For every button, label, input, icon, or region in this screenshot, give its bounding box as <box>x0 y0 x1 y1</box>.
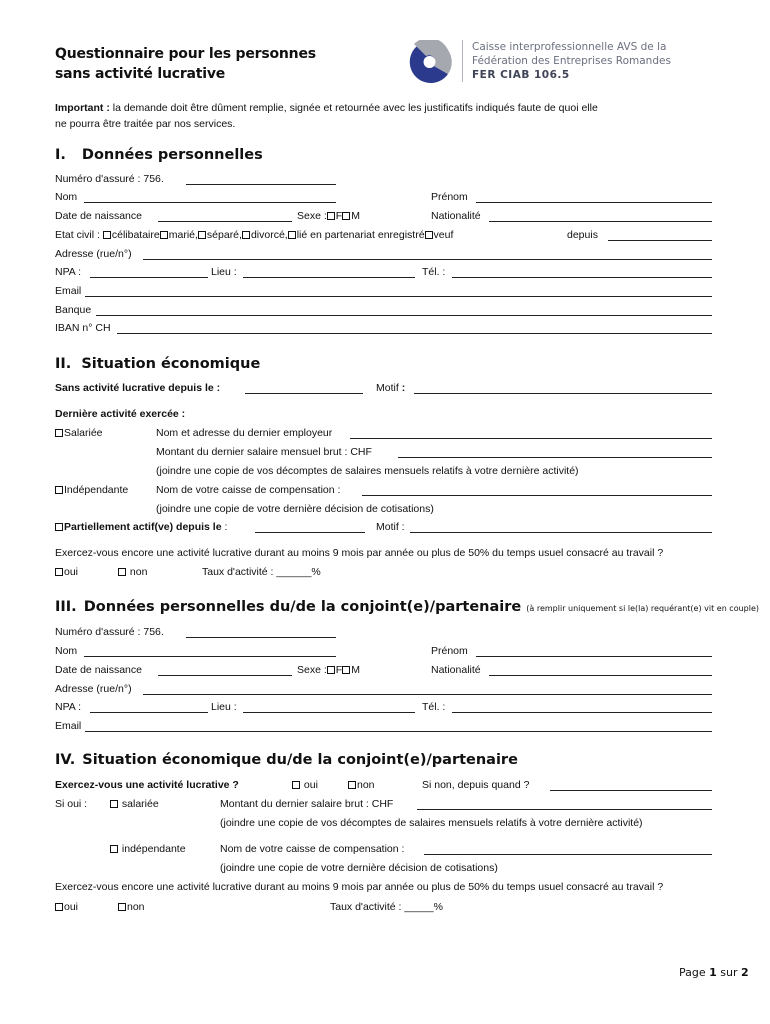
org-line-1: Caisse interprofessionnelle AVS de la <box>472 41 667 53</box>
s1-sexe-m-label: M <box>351 210 360 222</box>
s2-employeur-label: Nom et adresse du dernier employeur <box>156 427 333 439</box>
s2-employeur-field[interactable] <box>350 438 712 439</box>
form-title <box>55 44 316 84</box>
s4-taux: Taux d'activité : _____% <box>330 901 443 913</box>
s2-motif-colon: : <box>401 382 406 394</box>
s2-partiel-checkbox[interactable] <box>55 523 63 531</box>
important-label: Important : <box>55 102 110 114</box>
page-current: 1 <box>709 966 717 979</box>
s3-email-label: Email <box>55 720 82 732</box>
s2-independante-label: Indépendante <box>64 484 129 496</box>
s3-numero-label: Numéro d'assuré : 756. <box>55 626 164 638</box>
logo-divider <box>462 40 463 82</box>
s2-oui-label: oui <box>64 566 79 578</box>
s2-taux: Taux d'activité : ______% <box>202 566 321 578</box>
s1-numero-field[interactable] <box>186 184 336 185</box>
s4-oui2-checkbox[interactable] <box>55 903 63 911</box>
s4-oui1 <box>292 779 318 791</box>
s1-email-label: Email <box>55 285 82 297</box>
s2-caisse-field[interactable] <box>362 495 712 496</box>
s1-marie-checkbox[interactable] <box>160 231 168 239</box>
s1-marie-label: marié, <box>168 229 198 241</box>
s4-oui1-checkbox[interactable] <box>292 781 300 789</box>
s2-motif <box>376 382 405 394</box>
section-1-number: I. <box>55 147 66 163</box>
s2-salariee-label: Salariée <box>64 427 103 439</box>
s2-sans-depuis-field[interactable] <box>245 393 363 394</box>
s4-question2: Exercez-vous encore une activité lucrative durant au moins 9 mois par année ou plus de 50% du temps usuel consacré au travail ? <box>55 881 664 893</box>
s2-partiel-label: Partiellement actif(ve) depuis le <box>64 521 222 533</box>
s4-joindre-decomptes: (joindre une copie de vos décomptes de salaires mensuels relatifs à votre dernière activité) <box>220 817 643 829</box>
s1-adresse-label: Adresse (rue/n°) <box>55 248 132 260</box>
s3-numero-field[interactable] <box>186 637 336 638</box>
s3-tel-field[interactable] <box>452 712 712 713</box>
s4-non2 <box>118 901 145 913</box>
s1-sexe-label: Sexe : <box>297 210 327 222</box>
s3-nationalite-field[interactable] <box>489 675 712 676</box>
section-4-number: IV. <box>55 752 76 768</box>
section-2-number: II. <box>55 356 72 372</box>
page-number <box>679 966 749 979</box>
s2-joindre-decomptes: (joindre une copie de vos décomptes de salaires mensuels relatifs à votre dernière activité) <box>156 465 579 477</box>
s3-tel-label: Tél. : <box>422 701 446 713</box>
s1-numero-label: Numéro d'assuré : 756. <box>55 173 164 185</box>
s4-si-non-field[interactable] <box>550 790 712 791</box>
s4-caisse-label: Nom de votre caisse de compensation : <box>220 843 405 855</box>
section-3-heading <box>55 599 759 615</box>
s1-npa-field[interactable] <box>90 277 208 278</box>
title-line-1: Questionnaire pour les personnes <box>55 46 316 62</box>
s1-nationalite-label: Nationalité <box>431 210 481 222</box>
org-line-3: FER CIAB 106.5 <box>472 69 570 81</box>
s2-partiel-field[interactable] <box>255 532 365 533</box>
s1-divorce-label: divorcé, <box>250 229 288 241</box>
s2-montant-field[interactable] <box>398 457 712 458</box>
s2-derniere-label: Dernière activité exercée : <box>55 408 186 420</box>
s4-joindre-decision: (joindre une copie de votre dernière décision de cotisations) <box>220 862 498 874</box>
s1-lieu-field[interactable] <box>243 277 415 278</box>
s1-banque-field[interactable] <box>96 315 712 316</box>
s1-depuis-label: depuis <box>567 229 598 241</box>
s1-partenariat-checkbox[interactable] <box>288 231 296 239</box>
s3-sexe-f-checkbox[interactable] <box>327 666 335 674</box>
s1-celibataire-checkbox[interactable] <box>103 231 111 239</box>
s1-iban-label: IBAN n° CH <box>55 322 111 334</box>
s1-sexe-f-checkbox[interactable] <box>327 212 335 220</box>
s2-motif2-label: Motif : <box>376 521 405 533</box>
s3-naissance-label: Date de naissance <box>55 664 142 676</box>
s3-sexe <box>297 664 360 676</box>
s3-npa-label: NPA : <box>55 701 82 713</box>
s3-sexe-m-label: M <box>351 664 360 676</box>
s3-nationalite-label: Nationalité <box>431 664 481 676</box>
s4-independante-label: indépendante <box>121 843 186 855</box>
s4-non1-label: non <box>357 779 375 791</box>
s1-etat-label: Etat civil : <box>55 229 100 241</box>
s1-celibataire-label: célibataire <box>111 229 160 241</box>
s1-divorce-checkbox[interactable] <box>242 231 250 239</box>
s1-tel-field[interactable] <box>452 277 712 278</box>
s4-montant-label: Montant du dernier salaire brut : CHF <box>220 798 394 810</box>
organisation-name <box>472 40 671 82</box>
s4-salariee-label: salariée <box>121 798 159 810</box>
section-3-title: Données personnelles du/de la conjoint(e)/partenaire <box>83 599 522 615</box>
s3-prenom-field[interactable] <box>476 656 712 657</box>
s1-nationalite-field[interactable] <box>489 221 712 222</box>
s2-independante <box>55 484 128 496</box>
s1-prenom-label: Prénom <box>431 191 468 203</box>
s4-montant-field[interactable] <box>417 809 712 810</box>
s4-salariee <box>110 798 159 810</box>
s1-banque-label: Banque <box>55 304 92 316</box>
s1-naissance-field[interactable] <box>158 221 292 222</box>
s4-non2-checkbox[interactable] <box>118 903 126 911</box>
s2-partiel-colon: : <box>224 521 228 533</box>
section-2-title: Situation économique <box>81 356 261 372</box>
s4-question1: Exercez-vous une activité lucrative ? <box>55 779 239 791</box>
s2-non-checkbox[interactable] <box>118 568 126 576</box>
s2-non <box>118 566 147 578</box>
page-word: Page <box>679 966 706 979</box>
s3-npa-field[interactable] <box>90 712 208 713</box>
section-1-title: Données personnelles <box>81 147 263 163</box>
s3-prenom-label: Prénom <box>431 645 468 657</box>
s2-caisse-label: Nom de votre caisse de compensation : <box>156 484 341 496</box>
s2-oui-checkbox[interactable] <box>55 568 63 576</box>
s4-non1 <box>348 779 375 791</box>
s3-sexe-f-label: F <box>335 664 343 676</box>
title-line-2: sans activité lucrative <box>55 66 226 82</box>
s1-nom-label: Nom <box>55 191 78 203</box>
s2-motif-field[interactable] <box>414 393 712 394</box>
section-2-heading <box>55 356 260 372</box>
section-1-heading <box>55 147 263 163</box>
s2-joindre-decision: (joindre une copie de votre dernière décision de cotisations) <box>156 503 434 515</box>
s2-independante-checkbox[interactable] <box>55 486 63 494</box>
s1-iban-field[interactable] <box>117 333 712 334</box>
s3-lieu-field[interactable] <box>243 712 415 713</box>
s4-salariee-checkbox[interactable] <box>110 800 118 808</box>
s3-adresse-label: Adresse (rue/n°) <box>55 683 132 695</box>
fer-logo-icon <box>404 40 454 84</box>
s4-oui2 <box>55 901 78 913</box>
s3-nom-label: Nom <box>55 645 78 657</box>
s4-si-oui-label: Si oui : <box>55 798 88 810</box>
s4-oui2-label: oui <box>64 901 79 913</box>
s3-nom-field[interactable] <box>84 656 336 657</box>
page-total: 2 <box>741 966 749 979</box>
s2-montant-label: Montant du dernier salaire mensuel brut : CHF <box>156 446 372 458</box>
s2-question: Exercez-vous encore une activité lucrative durant au moins 9 mois par année ou plus de 50% du temps usuel consacré au travail ? <box>55 547 664 559</box>
s1-separe-checkbox[interactable] <box>198 231 206 239</box>
s2-salariee <box>55 427 103 439</box>
s2-partiel <box>55 521 227 533</box>
section-4-title: Situation économique du/de la conjoint(e)/partenaire <box>82 752 518 768</box>
s1-sexe <box>297 210 360 222</box>
s2-motif-label: Motif <box>376 382 399 394</box>
s2-motif2-field[interactable] <box>410 532 712 533</box>
s1-email-field[interactable] <box>85 296 712 297</box>
s4-non1-checkbox[interactable] <box>348 781 356 789</box>
s3-email-field[interactable] <box>85 731 712 732</box>
s1-veuf-checkbox[interactable] <box>425 231 433 239</box>
s3-sexe-m-checkbox[interactable] <box>342 666 350 674</box>
s1-veuf-label: veuf <box>433 229 454 241</box>
s4-si-non-label: Si non, depuis quand ? <box>422 779 530 791</box>
s4-independante-checkbox[interactable] <box>110 845 118 853</box>
s1-nom-field[interactable] <box>84 202 336 203</box>
s3-adresse-field[interactable] <box>143 694 712 695</box>
s1-lieu-label: Lieu : <box>211 266 237 278</box>
s1-depuis-field[interactable] <box>608 240 712 241</box>
s4-independante <box>110 843 186 855</box>
s3-naissance-field[interactable] <box>158 675 292 676</box>
important-note <box>55 102 598 114</box>
s1-partenariat-label: lié en partenariat enregistré <box>296 229 425 241</box>
section-3-number: III. <box>55 599 77 615</box>
s4-non2-label: non <box>127 901 145 913</box>
section-3-note: (à remplir uniquement si le(la) requérant(e) vit en couple) <box>526 604 760 613</box>
s1-npa-label: NPA : <box>55 266 82 278</box>
s2-non-label: non <box>129 566 148 578</box>
s2-salariee-checkbox[interactable] <box>55 429 63 437</box>
org-line-2: Fédération des Entreprises Romandes <box>472 55 671 67</box>
s1-sexe-f-label: F <box>335 210 343 222</box>
s1-naissance-label: Date de naissance <box>55 210 142 222</box>
s1-prenom-field[interactable] <box>476 202 712 203</box>
s4-oui1-label: oui <box>303 779 318 791</box>
s2-sans-depuis-label: Sans activité lucrative depuis le : <box>55 382 221 394</box>
s1-sexe-m-checkbox[interactable] <box>342 212 350 220</box>
page-sur: sur <box>720 966 738 979</box>
s3-sexe-label: Sexe : <box>297 664 327 676</box>
important-text-1: la demande doit être dûment remplie, signée et retournée avec les justificatifs indiqués faute de quoi elle <box>109 102 598 114</box>
important-text-2: ne pourra être traitée par nos services. <box>55 118 236 130</box>
s3-lieu-label: Lieu : <box>211 701 237 713</box>
s1-adresse-field[interactable] <box>143 259 712 260</box>
s1-tel-label: Tél. : <box>422 266 446 278</box>
s1-etat-civil <box>55 229 453 241</box>
section-4-heading <box>55 752 518 768</box>
s4-caisse-field[interactable] <box>424 854 712 855</box>
s2-oui <box>55 566 78 578</box>
s1-separe-label: séparé, <box>206 229 242 241</box>
